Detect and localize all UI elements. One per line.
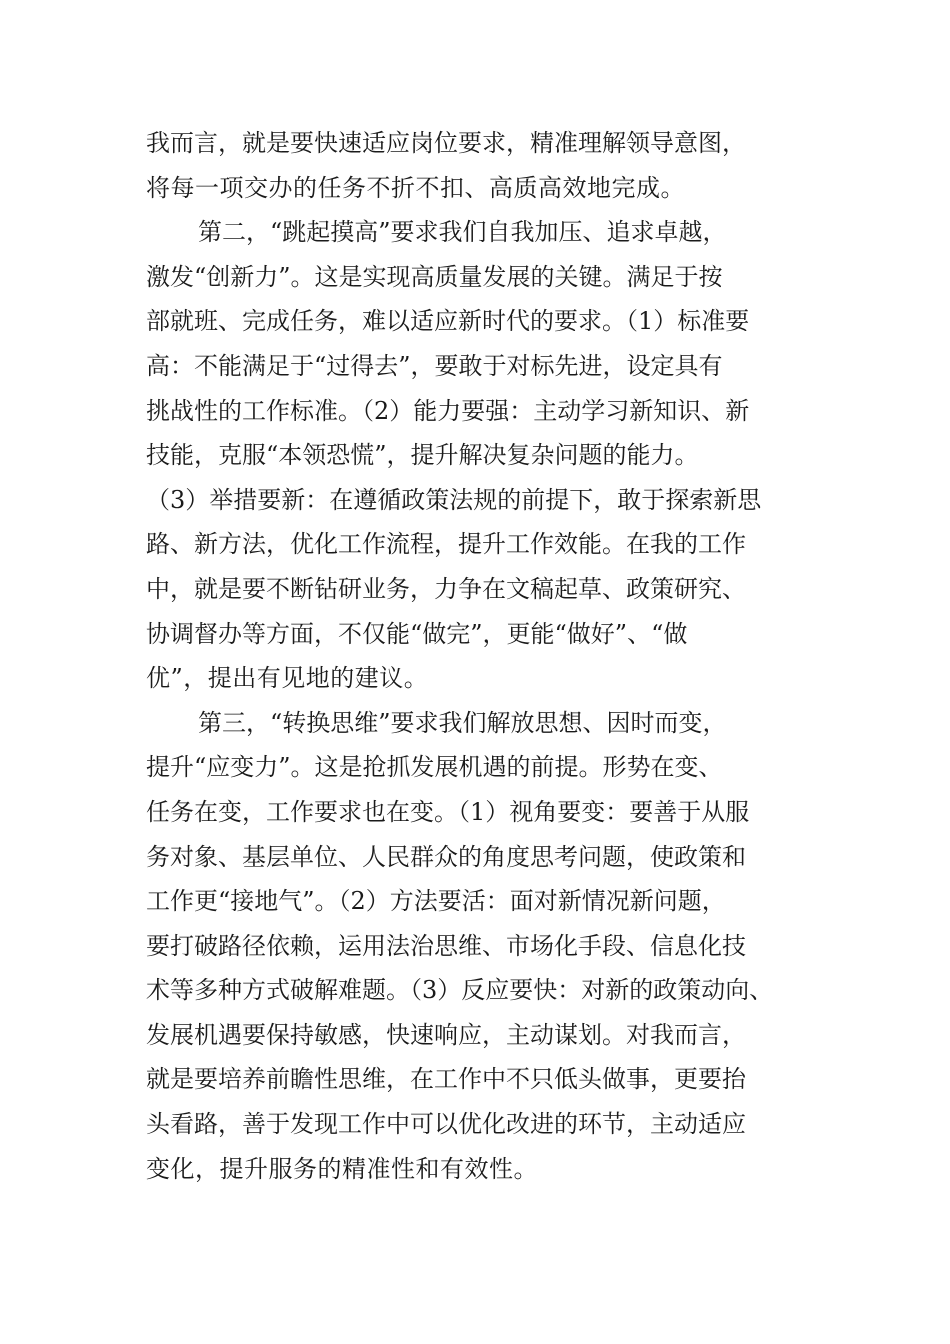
text-line: （3）举措要新：在遵循政策法规的前提下，敢于探索新思 bbox=[146, 485, 762, 514]
text-line: 高：不能满足于“过得去”，要敢于对标先进，设定具有 bbox=[146, 351, 723, 380]
text-line: 我而言，就是要快速适应岗位要求，精准理解领导意图， bbox=[146, 129, 746, 157]
text-line: 挑战性的工作标准。（2）能力要强：主动学习新知识、新 bbox=[146, 396, 750, 425]
text-line: 优”，提出有见地的建议。 bbox=[146, 664, 429, 693]
text-line: 激发“创新力”。这是实现高质量发展的关键。满足于按 bbox=[146, 262, 723, 291]
text-line: 第二，“跳起摸高”要求我们自我加压、追求卓越， bbox=[198, 218, 727, 247]
text-line: 发展机遇要保持敏感，快速响应，主动谋划。对我而言， bbox=[146, 1020, 746, 1049]
text-line: 术等多种方式破解难题。（3）反应要快：对新的政策动向、 bbox=[146, 976, 774, 1005]
text-line: 变化，提升服务的精准性和有效性。 bbox=[146, 1154, 538, 1183]
text-line: 头看路，善于发现工作中可以优化改进的环节，主动适应 bbox=[146, 1110, 746, 1139]
text-line: 就是要培养前瞻性思维，在工作中不只低头做事，更要抬 bbox=[146, 1065, 746, 1094]
text-line: 技能，克服“本领恐慌”，提升解决复杂问题的能力。 bbox=[146, 441, 699, 470]
text-line: 要打破路径依赖，运用法治思维、市场化手段、信息化技 bbox=[146, 931, 746, 960]
text-line: 务对象、基层单位、人民群众的角度思考问题，使政策和 bbox=[146, 842, 746, 871]
text-line: 中，就是要不断钻研业务，力争在文稿起草、政策研究、 bbox=[146, 574, 746, 603]
text-line: 部就班、完成任务，难以适应新时代的要求。（1）标准要 bbox=[146, 307, 750, 336]
text-line: 提升“应变力”。这是抢抓发展机遇的前提。形势在变、 bbox=[146, 753, 723, 782]
text-line: 路、新方法，优化工作流程，提升工作效能。在我的工作 bbox=[146, 530, 746, 559]
document-body bbox=[146, 121, 810, 1191]
text-line: 第三，“转换思维”要求我们解放思想、因时而变， bbox=[198, 708, 727, 737]
text-line: 工作更“接地气”。（2）方法要活：面对新情况新问题， bbox=[146, 887, 726, 916]
text-line: 将每一项交办的任务不折不扣、高质高效地完成。 bbox=[146, 173, 685, 202]
text-line: 协调督办等方面，不仅能“做完”，更能“做好”、“做 bbox=[146, 619, 688, 648]
text-line: 任务在变，工作要求也在变。（1）视角要变：要善于从服 bbox=[146, 797, 750, 826]
